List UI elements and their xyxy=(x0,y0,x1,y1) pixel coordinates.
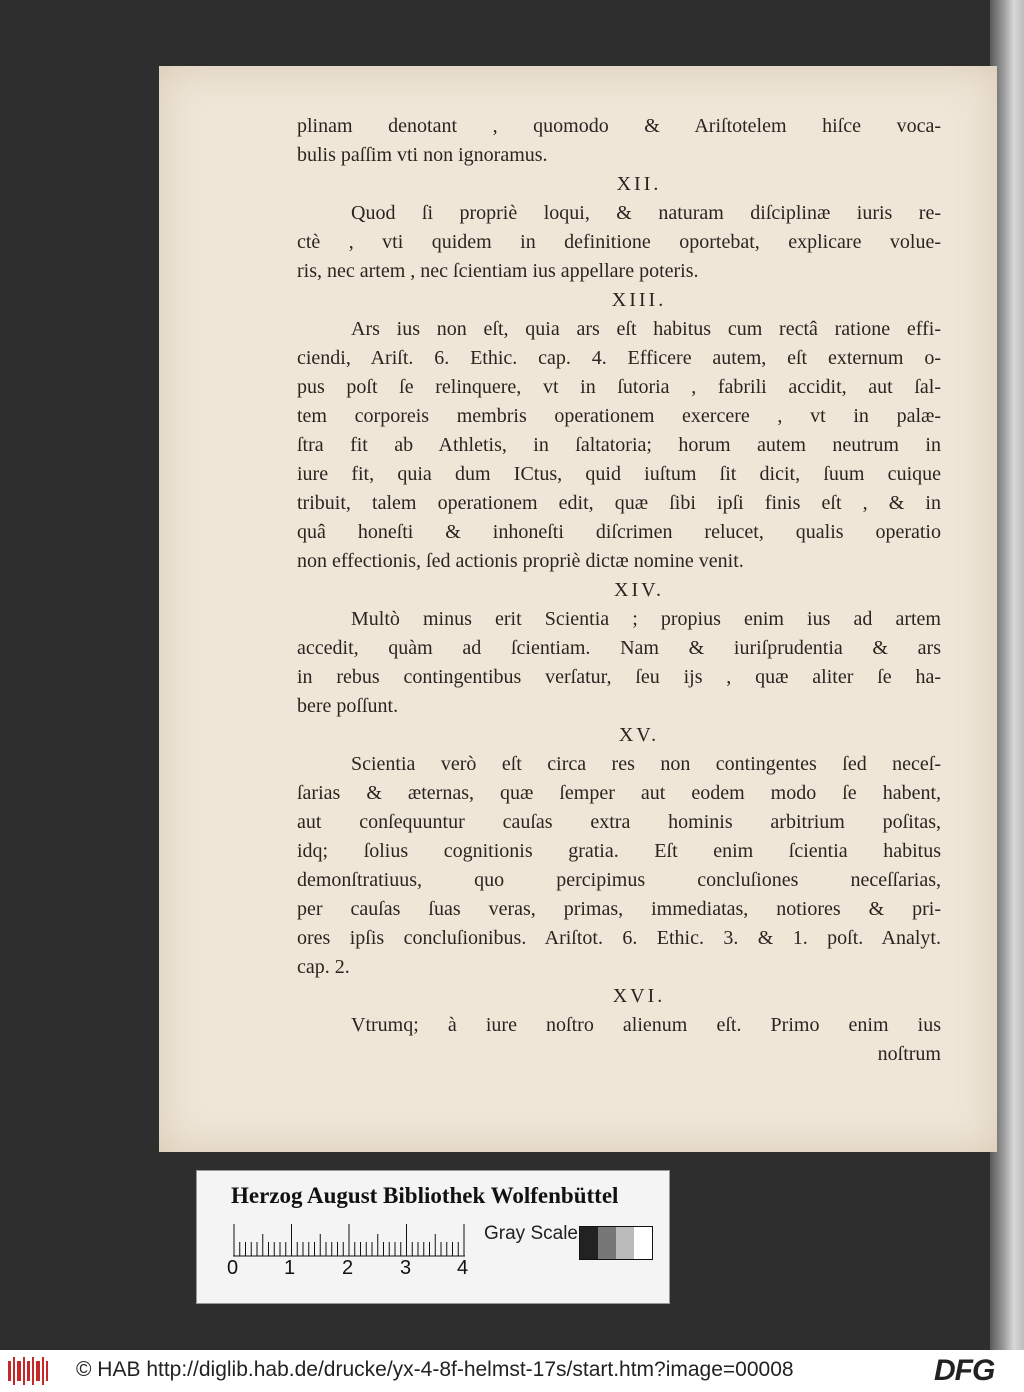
text-line: demonſtratiuus, quo percipimus concluſiones neceſſarias, xyxy=(297,869,941,891)
text-line: ores ipſis concluſionibus. Ariſtot. 6. Ethic. 3. & 1. poſt. Analyt. xyxy=(297,927,941,949)
text-line: ris, nec artem , nec ſcientiam ius appellare poteris. xyxy=(297,260,699,282)
color-target-card xyxy=(196,1170,670,1304)
text-line: accedit, quàm ad ſcientiam. Nam & iuriſprudentia & ars xyxy=(297,637,941,659)
ruler-number: 4 xyxy=(457,1257,469,1279)
footer-bar xyxy=(0,1350,1024,1392)
text-line: tribuit, talem operationem edit, quæ ſibi ipſi finis eſt , & in xyxy=(297,492,941,514)
ruler-number: 2 xyxy=(342,1257,354,1279)
library-name: Herzog August Bibliothek Wolfenbüttel xyxy=(231,1183,619,1208)
section-heading: XV. xyxy=(618,724,660,746)
text-line: pus poſt ſe relinquere, vt in ſutoria , fabrili accidit, aut ſal- xyxy=(297,376,941,398)
text-line: bere poſſunt. xyxy=(297,695,399,717)
text-line: Vtrumq; à iure noſtro alienum eſt. Primo enim ius xyxy=(351,1014,941,1036)
gray-patch xyxy=(580,1227,598,1259)
text-line: cap. 2. xyxy=(297,956,350,978)
text-line: Quod ſi propriè loqui, & naturam diſciplinæ iuris re- xyxy=(351,202,941,224)
text-line: per cauſas ſuas veras, primas, immediatas, notiores & pri- xyxy=(297,898,941,920)
gray-patch xyxy=(634,1227,652,1259)
text-line: non effectionis, ſed actionis propriè dictæ nomine venit. xyxy=(297,550,744,572)
page-text xyxy=(297,112,941,1069)
gray-patch xyxy=(598,1227,616,1259)
text-line: noſtrum xyxy=(877,1043,941,1065)
gray-patch xyxy=(616,1227,634,1259)
text-line: Multò minus erit Scientia ; propius enim ius ad artem xyxy=(351,608,941,630)
text-line: ſarias & æternas, quæ ſemper aut eodem modo ſe habent, xyxy=(297,782,941,804)
ruler-number: 3 xyxy=(400,1257,412,1279)
section-heading: XIV. xyxy=(614,579,664,601)
section-heading: XIII. xyxy=(611,289,667,311)
text-line: idq; ſolius cognitionis gratia. Eſt enim ſcientia habitus xyxy=(297,840,941,862)
text-line: Scientia verò eſt circa res non contingentes ſed neceſ- xyxy=(351,753,941,775)
text-line: bulis paſſim vti non ignoramus. xyxy=(297,144,548,166)
dfg-logo: DFG xyxy=(934,1354,995,1387)
section-heading: XII. xyxy=(616,173,662,195)
text-line: quâ honeſti & inhoneſti diſcrimen relucet, qualis operatio xyxy=(297,521,941,543)
section-heading: XVI. xyxy=(612,985,666,1007)
scanned-page xyxy=(159,66,997,1152)
text-line: aut conſequuntur cauſas extra hominis arbitrium poſitas, xyxy=(297,811,941,833)
text-line: plinam denotant , quomodo & Ariſtotelem hiſce voca- xyxy=(297,115,941,137)
ruler-number: 1 xyxy=(284,1257,296,1279)
text-line: iure fit, quia dum ICtus, quid iuſtum ſit dicit, ſuum cuique xyxy=(297,463,941,485)
ruler-ticks xyxy=(233,1223,465,1257)
hab-barcode-logo-icon xyxy=(8,1357,48,1385)
scale-ruler xyxy=(233,1223,465,1257)
copyright-link[interactable]: © HAB http://diglib.hab.de/drucke/yx-4-8f-helmst-17s/start.htm?image=00008 xyxy=(76,1358,794,1381)
text-line: in rebus contingentibus verſatur, ſeu ijs , quæ aliter ſe ha- xyxy=(297,666,941,688)
gray-scale-swatch xyxy=(579,1226,653,1260)
text-line: ſtra fit ab Athletis, in ſaltatoria; horum autem neutrum in xyxy=(297,434,941,456)
gray-scale-label: Gray Scale xyxy=(484,1223,578,1244)
ruler-number: 0 xyxy=(227,1257,239,1279)
text-line: ciendi, Ariſt. 6. Ethic. cap. 4. Efficere autem, eſt externum o- xyxy=(297,347,941,369)
text-line: tem corporeis membris operationem exercere , vt in palæ- xyxy=(297,405,941,427)
text-line: Ars ius non eſt, quia ars eſt habitus cum rectâ ratione effi- xyxy=(351,318,941,340)
text-line: ctè , vti quidem in definitione oportebat, explicare volue- xyxy=(297,231,941,253)
